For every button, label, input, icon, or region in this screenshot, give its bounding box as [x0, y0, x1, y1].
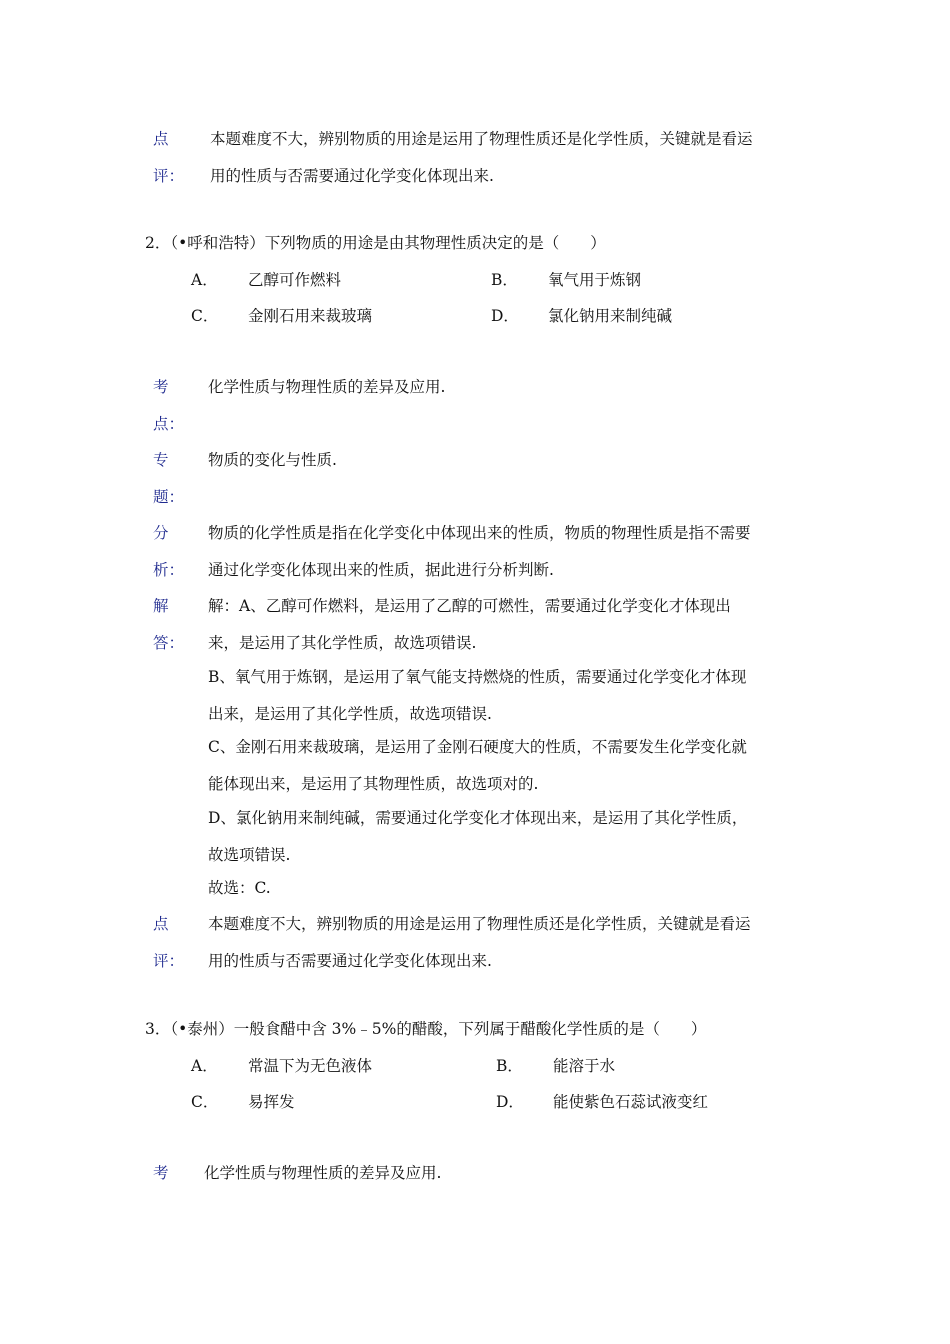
q3-option-a-letter: A．	[191, 1057, 218, 1075]
q2-zhuanti-text: 物质的变化与性质.	[208, 451, 337, 469]
q2-jieda-line-6: 能体现出来，是运用了其物理性质，故选项对的.	[208, 775, 539, 793]
q2-jieda-line-9: 故选：C.	[208, 879, 271, 897]
q3-kaodian-text: 化学性质与物理性质的差异及应用.	[204, 1164, 442, 1182]
q2-jieda-label-2: 答：	[153, 634, 185, 652]
q2-zhuanti-label-2: 题：	[153, 488, 185, 506]
comment-label-1: 点	[153, 130, 169, 148]
q2-jieda-line-7: D、氯化钠用来制纯碱，需要通过化学变化才体现出来，是运用了其化学性质，	[208, 809, 748, 827]
q3-stem: 3．（•泰州）一般食醋中含 3%﹣5%的醋酸，下列属于醋酸化学性质的是（ ）	[145, 1020, 707, 1038]
q2-jieda-line-2: 来，是运用了其化学性质，故选项错误.	[208, 634, 477, 652]
q2-fenxi-label-1: 分	[153, 524, 169, 542]
q2-jieda-line-5: C、金刚石用来裁玻璃，是运用了金刚石硬度大的性质，不需要发生化学变化就	[208, 738, 747, 756]
q2-fenxi-label-2: 析：	[153, 561, 185, 579]
q2-fenxi-line-2: 通过化学变化体现出来的性质，据此进行分析判断.	[208, 561, 554, 579]
q3-option-a-text: 常温下为无色液体	[248, 1057, 373, 1075]
q2-jieda-line-4: 出来，是运用了其化学性质，故选项错误.	[208, 705, 492, 723]
q2-jieda-line-8: 故选项错误.	[208, 846, 291, 864]
q3-option-b-letter: B．	[496, 1057, 523, 1075]
q2-kaodian-label-1: 考	[153, 378, 169, 396]
q2-option-d-text: 氯化钠用来制纯碱	[548, 307, 673, 325]
q3-option-d-text: 能使紫色石蕊试液变红	[553, 1093, 709, 1111]
q2-kaodian-text: 化学性质与物理性质的差异及应用.	[208, 378, 446, 396]
q3-kaodian-label-1: 考	[153, 1164, 169, 1182]
q2-dianping-line-2: 用的性质与否需要通过化学变化体现出来.	[208, 952, 492, 970]
q2-kaodian-label-2: 点：	[153, 415, 185, 433]
q2-dianping-label-2: 评：	[153, 952, 185, 970]
q2-option-a-text: 乙醇可作燃料	[248, 271, 342, 289]
comment-line-1: 本题难度不大，辨别物质的用途是运用了物理性质还是化学性质，关键就是看运	[210, 130, 753, 148]
q2-fenxi-line-1: 物质的化学性质是指在化学变化中体现出来的性质，物质的物理性质是指不需要	[208, 524, 751, 542]
q2-zhuanti-label-1: 专	[153, 451, 169, 469]
q2-jieda-line-1: 解：A、乙醇可作燃料，是运用了乙醇的可燃性，需要通过化学变化才体现出	[208, 597, 731, 615]
q2-option-d-letter: D．	[491, 307, 519, 325]
q2-jieda-label-1: 解	[153, 597, 169, 615]
q2-option-c-text: 金刚石用来裁玻璃	[248, 307, 373, 325]
q3-option-b-text: 能溶于水	[553, 1057, 616, 1075]
comment-line-2: 用的性质与否需要通过化学变化体现出来.	[210, 167, 494, 185]
q3-option-d-letter: D．	[496, 1093, 524, 1111]
q2-dianping-line-1: 本题难度不大，辨别物质的用途是运用了物理性质还是化学性质，关键就是看运	[208, 915, 751, 933]
q2-jieda-line-3: B、氧气用于炼钢，是运用了氧气能支持燃烧的性质，需要通过化学变化才体现	[208, 668, 747, 686]
q2-option-b-text: 氧气用于炼钢	[548, 271, 642, 289]
q2-dianping-label-1: 点	[153, 915, 169, 933]
comment-label-2: 评：	[153, 167, 185, 185]
q3-option-c-text: 易挥发	[248, 1093, 295, 1111]
q2-option-c-letter: C．	[191, 307, 219, 325]
q2-option-a-letter: A．	[191, 271, 218, 289]
q3-option-c-letter: C．	[191, 1093, 219, 1111]
q2-stem: 2．（•呼和浩特）下列物质的用途是由其物理性质决定的是（ ）	[145, 234, 606, 252]
q2-option-b-letter: B．	[491, 271, 518, 289]
